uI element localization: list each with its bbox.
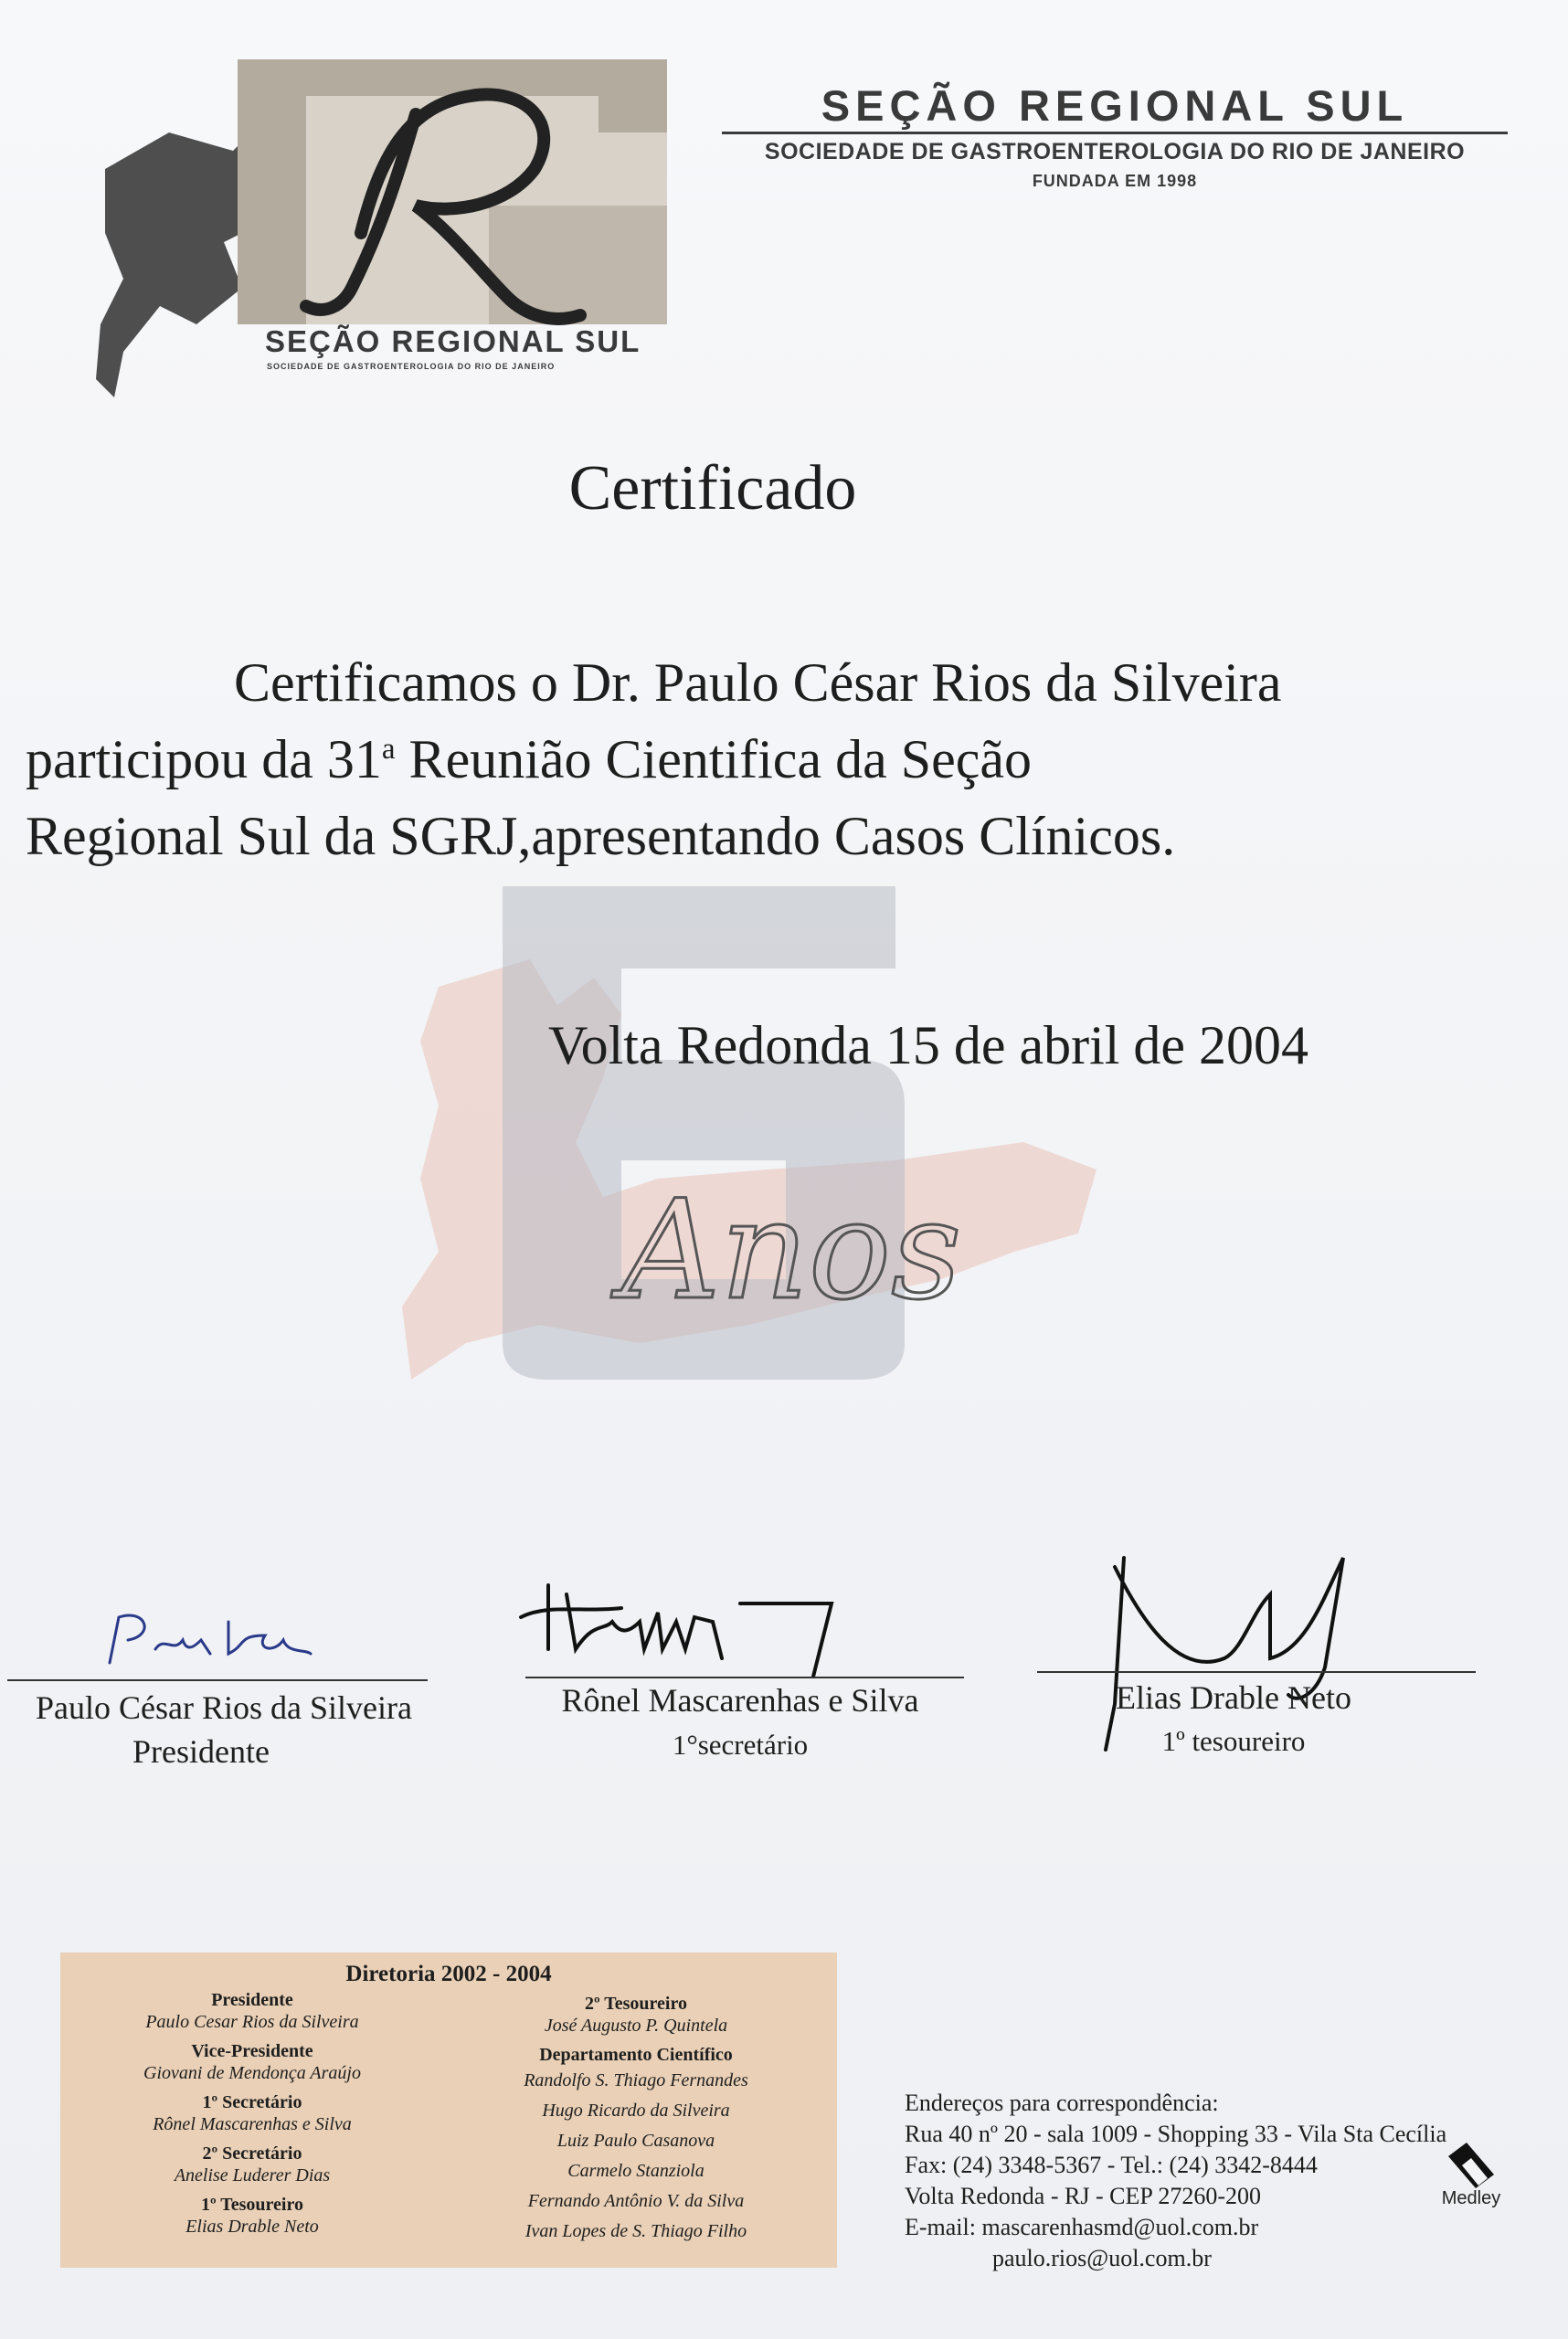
medley-logo-icon [1444, 2138, 1499, 2193]
srs-logo [87, 50, 690, 443]
address-heading: Endereços para correspondência: [905, 2090, 1219, 2116]
certificate-date: Volta Redonda 15 de abril de 2004 [548, 1015, 1309, 1075]
line2-pre: participou da 31 [26, 729, 382, 789]
address-email-1: E-mail: mascarenhasmd@uol.com.br [905, 2214, 1259, 2240]
dir-role: 1º Secretário [202, 2092, 302, 2112]
dir-name: Fernando Antônio V. da Silva [527, 2191, 745, 2211]
signature-role-3: 1º tesoureiro [1161, 1725, 1306, 1757]
signature-role-1: Presidente [132, 1733, 270, 1770]
certificate-title: Certificado [568, 453, 857, 524]
dir-name: Ivan Lopes de S. Thiago Filho [524, 2221, 747, 2241]
signature-line-3 [1037, 1671, 1476, 1673]
dir-role: Presidente [211, 1990, 293, 2010]
signature-name-1: Paulo César Rios da Silveira [36, 1689, 412, 1726]
logo-caption-sub: SOCIEDADE DE GASTROENTEROLOGIA DO RIO DE JANEIRO [267, 362, 556, 371]
dir-role: Vice-Presidente [191, 2041, 313, 2061]
diretoria-box [60, 1953, 837, 2268]
dir-role: Departamento Científico [539, 2045, 733, 2065]
anniversary-watermark [384, 868, 1115, 1526]
dir-name: Anelise Luderer Dias [174, 2165, 331, 2186]
dir-name: Hugo Ricardo da Silveira [542, 2101, 730, 2121]
header-founded: FUNDADA EM 1998 [1032, 172, 1198, 190]
diretoria-left-column [97, 1989, 408, 2238]
dir-name: José Augusto P. Quintela [544, 2016, 728, 2036]
dir-name: Randolfo S. Thiago Fernandes [524, 2070, 748, 2090]
signature-role-2: 1°secretário [672, 1729, 809, 1761]
signature-name-3: Elias Drable Neto [1116, 1679, 1351, 1716]
dir-name: Paulo Cesar Rios da Silveira [145, 2012, 359, 2032]
dir-role: 2º Tesoureiro [585, 1994, 687, 2014]
signature-scribble-2 [512, 1567, 914, 1695]
certificate-line-1: Certificamos o Dr. Paulo César Rios da Silveira [234, 652, 1282, 713]
address-email-2: paulo.rios@uol.com.br [992, 2245, 1212, 2271]
dir-name: Elias Drable Neto [185, 2217, 319, 2237]
dir-role: 2º Secretário [202, 2143, 302, 2164]
medley-label: Medley [1441, 2188, 1501, 2208]
dir-name: Carmelo Stanziola [567, 2161, 705, 2181]
dir-name: Luiz Paulo Casanova [556, 2131, 715, 2151]
dir-name: Rônel Mascarenhas e Silva [153, 2114, 352, 2134]
dir-role: 1º Tesoureiro [201, 2195, 303, 2215]
certificate-line-2 [26, 721, 1506, 798]
header-subtitle: SOCIEDADE DE GASTROENTEROLOGIA DO RIO DE JANEIRO [764, 139, 1466, 164]
signature-line-1 [7, 1679, 428, 1681]
diretoria-right-column [462, 1993, 810, 2247]
header-title: SEÇÃO REGIONAL SUL [821, 81, 1409, 130]
address-block [905, 2088, 1526, 2274]
certificate-line-3: Regional Sul da SGRJ,apresentando Casos Clínicos. [26, 806, 1176, 866]
address-line-3: Volta Redonda - RJ - CEP 27260-200 [905, 2183, 1261, 2209]
signature-scribble-1 [91, 1599, 329, 1681]
address-line-2: Fax: (24) 3348-5367 - Tel.: (24) 3342-8444 [905, 2152, 1318, 2178]
certificate-body [26, 644, 1506, 874]
anos-watermark-text: Anos [621, 1171, 962, 1330]
diretoria-title: Diretoria 2002 - 2004 [345, 1962, 552, 1986]
signature-name-2: Rônel Mascarenhas e Silva [561, 1682, 919, 1719]
line2-post: Reunião Cientifica da Seção [395, 729, 1032, 789]
ordinal-sup: a [381, 733, 396, 766]
address-line-1: Rua 40 nº 20 - sala 1009 - Shopping 33 - Vila Sta Cecília [905, 2121, 1447, 2147]
dir-name: Giovani de Mendonça Araújo [143, 2063, 361, 2083]
logo-caption: SEÇÃO REGIONAL SUL [265, 324, 641, 358]
header-rule [722, 132, 1508, 134]
signature-line-2 [525, 1677, 964, 1678]
